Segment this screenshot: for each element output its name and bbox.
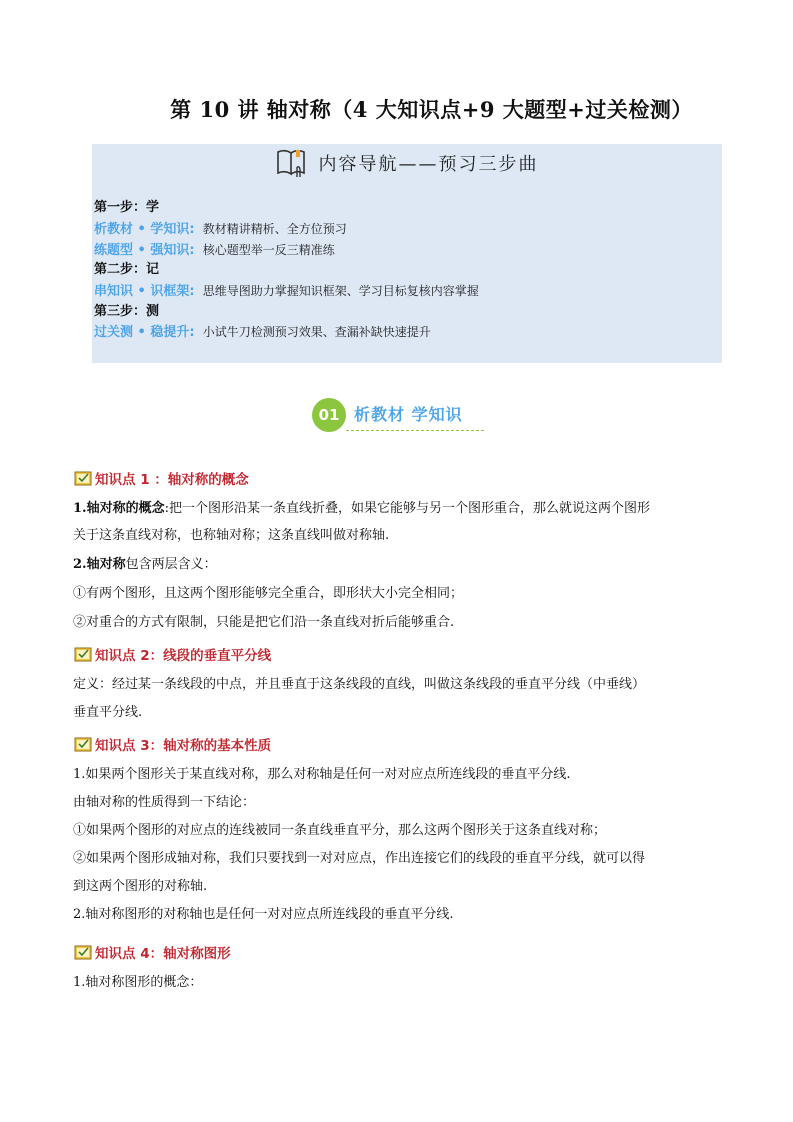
nav-title: 内容导航——预习三步曲 (318, 154, 539, 175)
knowledge-point-heading: 知识点 1 ：轴对称的概念 (74, 468, 249, 488)
paragraph: 2.轴对称包含两层含义： (73, 557, 217, 572)
paragraph: 定义：经过某一条线段的中点，并且垂直于这条线段的直线，叫做这条线段的垂直平分线（中垂线） (73, 677, 646, 692)
section-underline (346, 430, 484, 431)
step-three-label: 第三步：测 (94, 304, 160, 319)
nav-tag: 练题型 • 强知识: (94, 243, 195, 258)
paragraph: ②对重合的方式有限制，只能是把它们沿一条直线对折后能够重合. (73, 615, 455, 630)
notebook-icon (74, 470, 92, 486)
paragraph: 1.轴对称图形的概念： (73, 975, 203, 990)
nav-desc: 思维导图助力掌握知识框架、学习目标复核内容掌握 (202, 284, 479, 298)
paragraph: 1.如果两个图形关于某直线对称，那么对称轴是任何一对对应点所连线段的垂直平分线. (73, 767, 571, 782)
notebook-icon (74, 646, 92, 662)
nav-desc: 小试牛刀检测预习效果、查漏补缺快速提升 (202, 325, 431, 339)
paragraph: 1.轴对称的概念:把一个图形沿某一条直线折叠，如果它能够与另一个图形重合，那么就说这两个图形 (73, 501, 650, 516)
section-badge (312, 398, 492, 434)
nav-tag: 过关测 • 稳提升: (94, 325, 195, 340)
notebook-icon (74, 736, 92, 752)
content-navigation-box (92, 144, 722, 363)
step-one-label: 第一步：学 (94, 200, 160, 215)
paragraph: ①有两个图形，且这两个图形能够完全重合，即形状大小完全相同； (73, 586, 464, 601)
nav-header (92, 147, 722, 187)
step-two-label: 第二步：记 (94, 262, 160, 277)
paragraph: 垂直平分线. (73, 705, 143, 720)
nav-line-1 (94, 220, 347, 239)
nav-line-3 (94, 282, 479, 301)
paragraph: 到这两个图形的对称轴. (73, 879, 208, 894)
nav-desc: 教材精讲精析、全方位预习 (202, 222, 347, 236)
paragraph: ②如果两个图形成轴对称，我们只要找到一对对应点，作出连接它们的线段的垂直平分线，就可以得 (73, 851, 646, 866)
section-number: 01 (312, 398, 346, 432)
paragraph: 关于这条直线对称，也称轴对称；这条直线叫做对称轴. (73, 528, 390, 543)
nav-line-2 (94, 241, 335, 260)
knowledge-point-heading: 知识点 2：线段的垂直平分线 (74, 644, 271, 664)
notebook-icon (74, 944, 92, 960)
paragraph: 由轴对称的性质得到一下结论： (73, 795, 256, 810)
paragraph: 2.轴对称图形的对称轴也是任何一对对应点所连线段的垂直平分线. (73, 907, 454, 922)
knowledge-point-heading: 知识点 3：轴对称的基本性质 (74, 734, 271, 754)
paragraph: ①如果两个图形的对应点的连线被同一条直线垂直平分，那么这两个图形关于这条直线对称； (73, 823, 607, 838)
section-title: 析教材 学知识 (354, 405, 463, 424)
nav-line-4 (94, 323, 431, 342)
book-icon (275, 147, 309, 179)
knowledge-point-heading: 知识点 4：轴对称图形 (74, 942, 231, 962)
nav-tag: 串知识 • 识框架: (94, 284, 195, 299)
page-title: 第 10 讲 轴对称（4 大知识点+9 大题型+过关检测） (170, 97, 693, 122)
nav-tag: 析教材 • 学知识: (94, 222, 195, 237)
nav-desc: 核心题型举一反三精准练 (202, 243, 335, 257)
